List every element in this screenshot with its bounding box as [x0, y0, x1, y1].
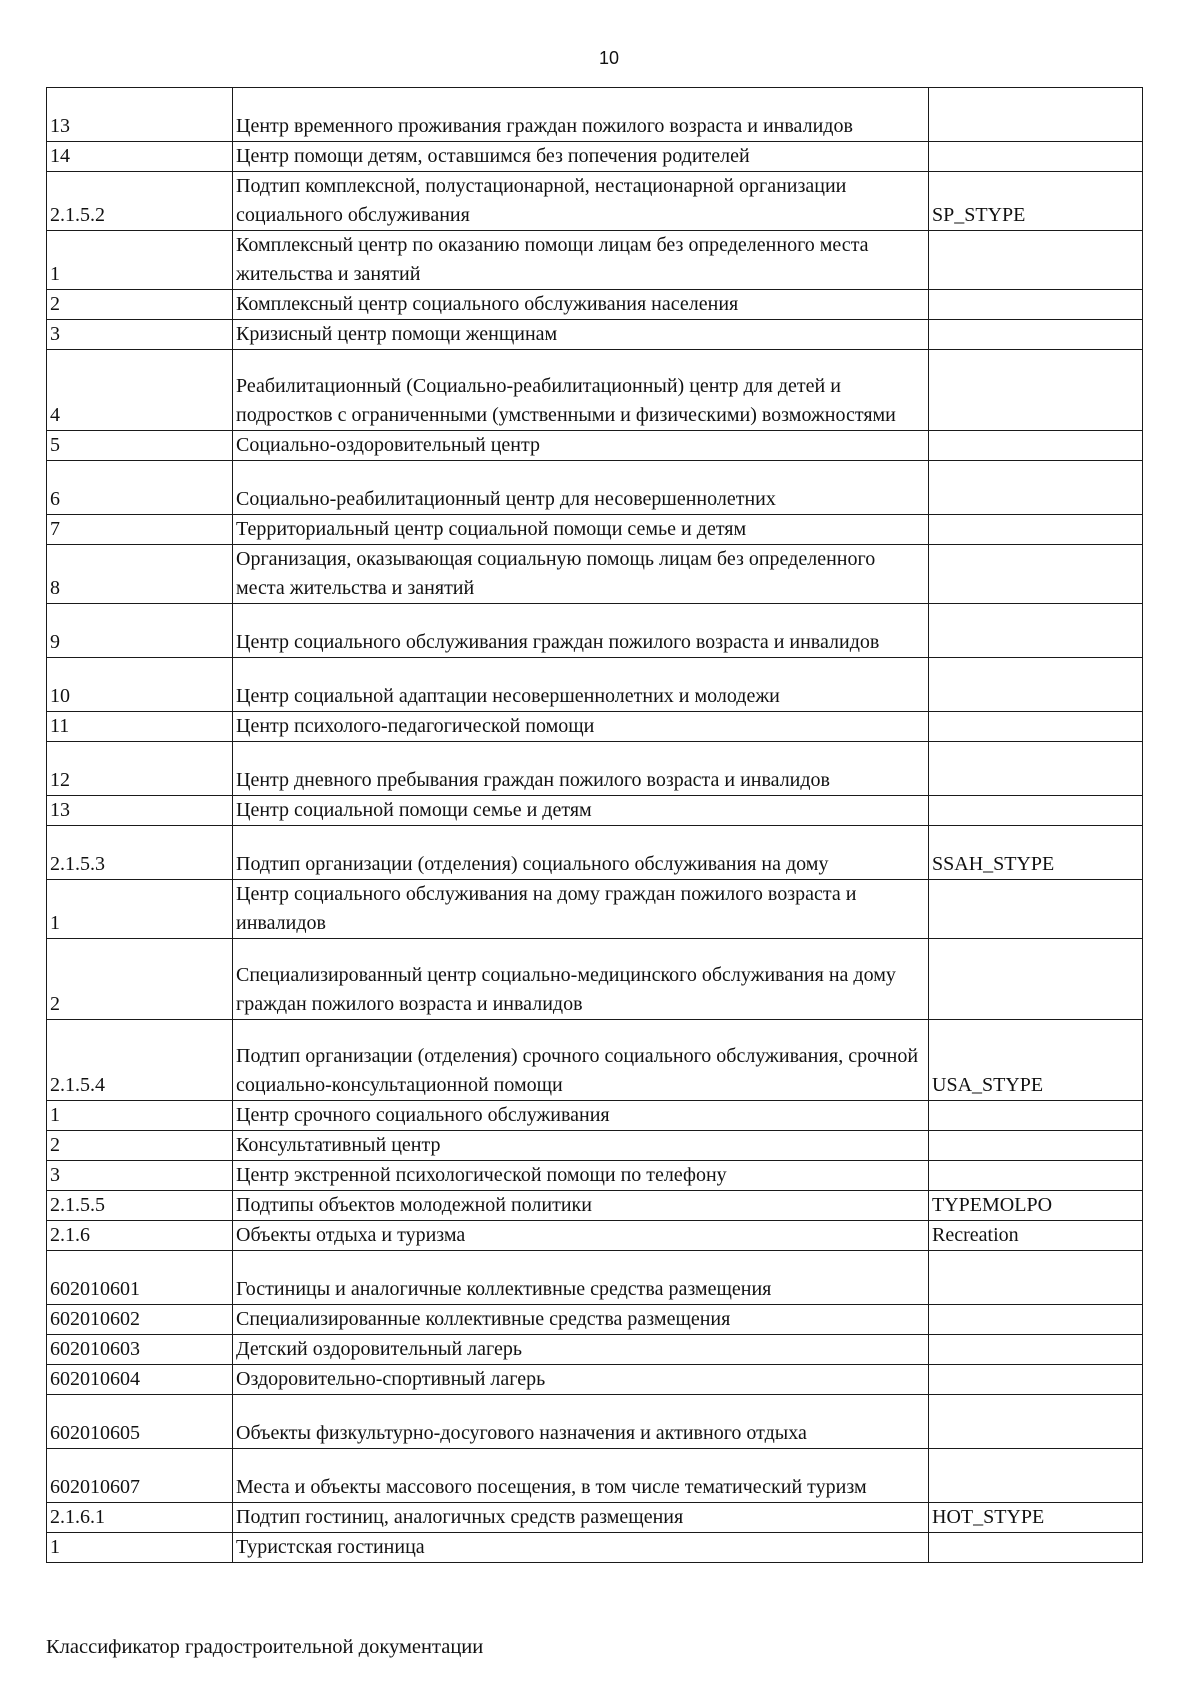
- table-row: [47, 545, 1143, 604]
- abbr-cell: [929, 939, 1143, 1020]
- code-cell: 602010605: [47, 1395, 233, 1449]
- code-cell: 602010601: [47, 1251, 233, 1305]
- table-row: [47, 231, 1143, 290]
- table-row: [47, 172, 1143, 231]
- code-cell: 2: [47, 290, 233, 320]
- table-row: [47, 461, 1143, 515]
- code-cell: 14: [47, 142, 233, 172]
- abbr-cell: [929, 290, 1143, 320]
- table-row: [47, 431, 1143, 461]
- abbr-cell: [929, 1449, 1143, 1503]
- code-cell: 2: [47, 1131, 233, 1161]
- code-cell: 8: [47, 545, 233, 604]
- code-cell: 13: [47, 796, 233, 826]
- table-row: [47, 290, 1143, 320]
- name-cell: Территориальный центр социальной помощи семье и детям: [233, 515, 929, 545]
- code-cell: 602010603: [47, 1335, 233, 1365]
- classifier-table: [46, 87, 1143, 1563]
- code-cell: 1: [47, 880, 233, 939]
- table-row: [47, 1191, 1143, 1221]
- name-cell: Гостиницы и аналогичные коллективные средства размещения: [233, 1251, 929, 1305]
- abbr-cell: [929, 1161, 1143, 1191]
- code-cell: 602010607: [47, 1449, 233, 1503]
- abbr-cell: SSAH_STYPE: [929, 826, 1143, 880]
- code-cell: 4: [47, 350, 233, 431]
- code-cell: 12: [47, 742, 233, 796]
- name-cell: Подтип комплексной, полустационарной, нестационарной организации социального обслуживания: [233, 172, 929, 231]
- abbr-cell: [929, 231, 1143, 290]
- code-cell: 2.1.5.3: [47, 826, 233, 880]
- table-row: [47, 350, 1143, 431]
- code-cell: 2.1.5.4: [47, 1020, 233, 1101]
- abbr-cell: [929, 320, 1143, 350]
- code-cell: 5: [47, 431, 233, 461]
- name-cell: Специализированный центр социально-медицинского обслуживания на дому граждан пожилого возраста и инвалидов: [233, 939, 929, 1020]
- name-cell: Консультативный центр: [233, 1131, 929, 1161]
- name-cell: Объекты физкультурно-досугового назначения и активного отдыха: [233, 1395, 929, 1449]
- name-cell: Центр срочного социального обслуживания: [233, 1101, 929, 1131]
- name-cell: Центр дневного пребывания граждан пожилого возраста и инвалидов: [233, 742, 929, 796]
- abbr-cell: [929, 1335, 1143, 1365]
- abbr-cell: [929, 1533, 1143, 1563]
- table-row: [47, 1251, 1143, 1305]
- table-row: [47, 658, 1143, 712]
- code-cell: 11: [47, 712, 233, 742]
- abbr-cell: HOT_STYPE: [929, 1503, 1143, 1533]
- code-cell: 1: [47, 1533, 233, 1563]
- code-cell: 1: [47, 231, 233, 290]
- table-row: [47, 1503, 1143, 1533]
- abbr-cell: [929, 461, 1143, 515]
- name-cell: Центр экстренной психологической помощи по телефону: [233, 1161, 929, 1191]
- table-row: [47, 1221, 1143, 1251]
- name-cell: Центр социального обслуживания граждан пожилого возраста и инвалидов: [233, 604, 929, 658]
- name-cell: Центр социальной помощи семье и детям: [233, 796, 929, 826]
- abbr-cell: [929, 1395, 1143, 1449]
- code-cell: 2.1.5.5: [47, 1191, 233, 1221]
- code-cell: 2: [47, 939, 233, 1020]
- table-row: [47, 939, 1143, 1020]
- name-cell: Центр социальной адаптации несовершеннолетних и молодежи: [233, 658, 929, 712]
- table-row: [47, 1395, 1143, 1449]
- abbr-cell: [929, 88, 1143, 142]
- name-cell: Подтип гостиниц, аналогичных средств размещения: [233, 1503, 929, 1533]
- abbr-cell: [929, 712, 1143, 742]
- code-cell: 2.1.6: [47, 1221, 233, 1251]
- abbr-cell: SP_STYPE: [929, 172, 1143, 231]
- code-cell: 3: [47, 320, 233, 350]
- table-row: [47, 1305, 1143, 1335]
- name-cell: Организация, оказывающая социальную помощь лицам без определенного места жительства и занятий: [233, 545, 929, 604]
- table-row: [47, 1101, 1143, 1131]
- abbr-cell: Recreation: [929, 1221, 1143, 1251]
- code-cell: 2.1.6.1: [47, 1503, 233, 1533]
- table-row: [47, 712, 1143, 742]
- code-cell: 7: [47, 515, 233, 545]
- table-row: [47, 515, 1143, 545]
- name-cell: Места и объекты массового посещения, в том числе тематический туризм: [233, 1449, 929, 1503]
- name-cell: Специализированные коллективные средства размещения: [233, 1305, 929, 1335]
- abbr-cell: [929, 880, 1143, 939]
- code-cell: 1: [47, 1101, 233, 1131]
- code-cell: 2.1.5.2: [47, 172, 233, 231]
- table-row: [47, 320, 1143, 350]
- name-cell: Социально-реабилитационный центр для несовершеннолетних: [233, 461, 929, 515]
- name-cell: Подтипы объектов молодежной политики: [233, 1191, 929, 1221]
- code-cell: 9: [47, 604, 233, 658]
- classifier-table-body: [47, 88, 1143, 1563]
- code-cell: 13: [47, 88, 233, 142]
- table-row: [47, 880, 1143, 939]
- code-cell: 3: [47, 1161, 233, 1191]
- table-row: [47, 1020, 1143, 1101]
- table-row: [47, 1161, 1143, 1191]
- code-cell: 10: [47, 658, 233, 712]
- code-cell: 602010604: [47, 1365, 233, 1395]
- table-row: [47, 1449, 1143, 1503]
- name-cell: Кризисный центр помощи женщинам: [233, 320, 929, 350]
- table-row: [47, 1335, 1143, 1365]
- name-cell: Детский оздоровительный лагерь: [233, 1335, 929, 1365]
- name-cell: Комплексный центр по оказанию помощи лицам без определенного места жительства и занятий: [233, 231, 929, 290]
- table-row: [47, 604, 1143, 658]
- name-cell: Реабилитационный (Социально-реабилитационный) центр для детей и подростков с ограниченными (умственными и физическими) возможностями: [233, 350, 929, 431]
- abbr-cell: USA_STYPE: [929, 1020, 1143, 1101]
- name-cell: Подтип организации (отделения) срочного социального обслуживания, срочной социально-консультационной помощи: [233, 1020, 929, 1101]
- name-cell: Оздоровительно-спортивный лагерь: [233, 1365, 929, 1395]
- name-cell: Центр социального обслуживания на дому граждан пожилого возраста и инвалидов: [233, 880, 929, 939]
- name-cell: Комплексный центр социального обслуживания населения: [233, 290, 929, 320]
- abbr-cell: [929, 515, 1143, 545]
- abbr-cell: [929, 1101, 1143, 1131]
- abbr-cell: [929, 1305, 1143, 1335]
- abbr-cell: [929, 1365, 1143, 1395]
- abbr-cell: [929, 431, 1143, 461]
- table-row: [47, 88, 1143, 142]
- abbr-cell: [929, 142, 1143, 172]
- abbr-cell: [929, 545, 1143, 604]
- abbr-cell: [929, 350, 1143, 431]
- name-cell: Туристская гостиница: [233, 1533, 929, 1563]
- abbr-cell: [929, 1131, 1143, 1161]
- abbr-cell: [929, 796, 1143, 826]
- table-row: [47, 826, 1143, 880]
- name-cell: Центр временного проживания граждан пожилого возраста и инвалидов: [233, 88, 929, 142]
- page-number: 10: [598, 48, 620, 68]
- table-row: [47, 142, 1143, 172]
- table-row: [47, 1365, 1143, 1395]
- table-row: [47, 1533, 1143, 1563]
- name-cell: Объекты отдыха и туризма: [233, 1221, 929, 1251]
- table-row: [47, 742, 1143, 796]
- table-row: [47, 796, 1143, 826]
- page-footer: Классификатор градостроительной документации: [46, 1636, 484, 1658]
- name-cell: Подтип организации (отделения) социального обслуживания на дому: [233, 826, 929, 880]
- name-cell: Центр психолого-педагогической помощи: [233, 712, 929, 742]
- abbr-cell: TYPEMOLPO: [929, 1191, 1143, 1221]
- abbr-cell: [929, 1251, 1143, 1305]
- name-cell: Социально-оздоровительный центр: [233, 431, 929, 461]
- name-cell: Центр помощи детям, оставшимся без попечения родителей: [233, 142, 929, 172]
- code-cell: 602010602: [47, 1305, 233, 1335]
- abbr-cell: [929, 604, 1143, 658]
- table-row: [47, 1131, 1143, 1161]
- abbr-cell: [929, 658, 1143, 712]
- code-cell: 6: [47, 461, 233, 515]
- abbr-cell: [929, 742, 1143, 796]
